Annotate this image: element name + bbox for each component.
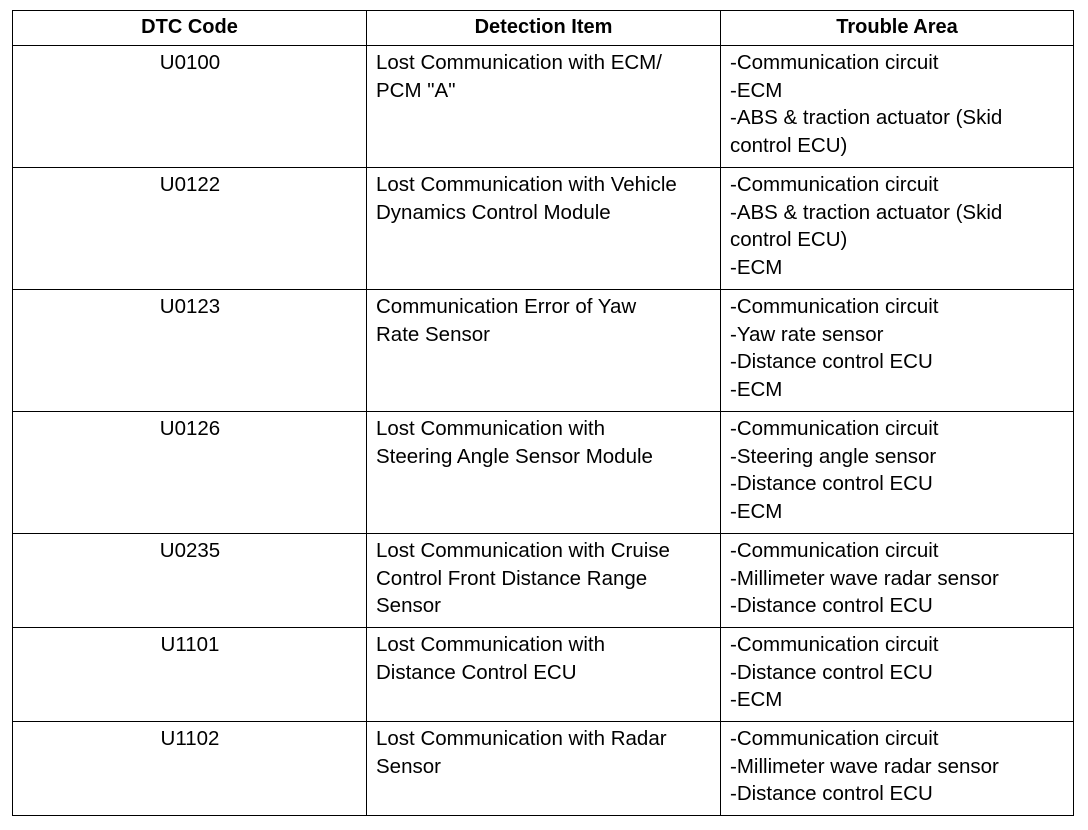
- header-row: [13, 11, 1074, 46]
- detection-line: Steering Angle Sensor Module: [376, 444, 653, 468]
- trouble-line: -Communication circuit: [730, 173, 939, 196]
- trouble-area-cell: [721, 290, 1074, 412]
- detection-line: Lost Communication with: [376, 633, 606, 656]
- table-row: [13, 628, 1074, 722]
- trouble-line: -Communication circuit: [730, 417, 939, 440]
- detection-line: Sensor: [376, 594, 441, 618]
- dtc-code: U1101: [160, 633, 220, 656]
- trouble-line: -Communication circuit: [730, 539, 939, 562]
- trouble-line: -ECM: [730, 256, 783, 280]
- dtc-code-cell: [13, 290, 367, 412]
- detection-item-cell: [367, 412, 721, 534]
- detection-line: Communication Error of Yaw: [376, 295, 637, 318]
- trouble-line: -Distance control ECU: [730, 782, 933, 806]
- dtc-code-cell: [13, 722, 367, 816]
- dtc-code: U0122: [159, 173, 221, 196]
- detection-item-cell: [367, 46, 721, 168]
- detection-line: Rate Sensor: [376, 322, 490, 346]
- table-row: [13, 412, 1074, 534]
- header-trouble-area: Trouble Area: [721, 11, 1074, 46]
- trouble-line: -ECM: [730, 500, 783, 524]
- trouble-line: -ECM: [730, 378, 783, 402]
- dtc-code-cell: [13, 412, 367, 534]
- dtc-code-cell: [13, 46, 367, 168]
- table-row: [13, 46, 1074, 168]
- dtc-code: U1102: [160, 727, 220, 750]
- detection-line: Lost Communication with Cruise: [376, 539, 670, 562]
- detection-item-cell: [367, 722, 721, 816]
- trouble-line: -Communication circuit: [730, 295, 939, 318]
- trouble-line: -Millimeter wave radar sensor: [730, 566, 999, 590]
- table-row: [13, 534, 1074, 628]
- trouble-line: control ECU): [730, 134, 848, 158]
- detection-item-cell: [367, 534, 721, 628]
- dtc-code-cell: [13, 534, 367, 628]
- detection-line: Lost Communication with: [376, 417, 606, 440]
- header-dtc-code: DTC Code: [13, 11, 367, 46]
- detection-line: Lost Communication with ECM/: [376, 51, 662, 74]
- trouble-line: control ECU): [730, 228, 848, 252]
- trouble-line: -Communication circuit: [730, 51, 939, 74]
- trouble-line: -Communication circuit: [730, 633, 939, 656]
- trouble-line: -ECM: [730, 78, 783, 102]
- dtc-code-cell: [13, 628, 367, 722]
- detection-item-cell: [367, 168, 721, 290]
- dtc-code: U0100: [159, 51, 221, 74]
- detection-line: Lost Communication with Vehicle: [376, 173, 677, 196]
- trouble-area-cell: [721, 412, 1074, 534]
- trouble-area-cell: [721, 722, 1074, 816]
- trouble-area-cell: [721, 168, 1074, 290]
- table-row: [13, 168, 1074, 290]
- trouble-area-cell: [721, 628, 1074, 722]
- table-row: [13, 290, 1074, 412]
- dtc-code-cell: [13, 168, 367, 290]
- dtc-code: U0126: [159, 417, 221, 440]
- detection-line: Lost Communication with Radar: [376, 727, 667, 750]
- trouble-line: -ECM: [730, 688, 783, 712]
- trouble-line: -Distance control ECU: [730, 350, 933, 374]
- detection-line: Distance Control ECU: [376, 660, 577, 684]
- trouble-area-cell: [721, 534, 1074, 628]
- trouble-line: -Millimeter wave radar sensor: [730, 754, 999, 778]
- table-header: [13, 11, 1074, 46]
- trouble-line: -Communication circuit: [730, 727, 939, 750]
- detection-line: PCM "A": [376, 78, 456, 102]
- trouble-line: -Yaw rate sensor: [730, 322, 884, 346]
- trouble-line: -Distance control ECU: [730, 594, 933, 618]
- trouble-line: -ABS & traction actuator (Skid: [730, 200, 1003, 224]
- trouble-line: -Distance control ECU: [730, 660, 933, 684]
- detection-line: Sensor: [376, 754, 441, 778]
- detection-line: Dynamics Control Module: [376, 200, 611, 224]
- detection-line: Control Front Distance Range: [376, 566, 648, 590]
- header-detection-item: Detection Item: [367, 11, 721, 46]
- trouble-line: -Distance control ECU: [730, 472, 933, 496]
- detection-item-cell: [367, 628, 721, 722]
- table-body: [13, 46, 1074, 816]
- dtc-table: [12, 10, 1074, 816]
- dtc-code: U0123: [159, 295, 221, 318]
- trouble-area-cell: [721, 46, 1074, 168]
- trouble-line: -ABS & traction actuator (Skid: [730, 106, 1003, 130]
- trouble-line: -Steering angle sensor: [730, 444, 937, 468]
- detection-item-cell: [367, 290, 721, 412]
- dtc-code: U0235: [159, 539, 221, 562]
- table-row: [13, 722, 1074, 816]
